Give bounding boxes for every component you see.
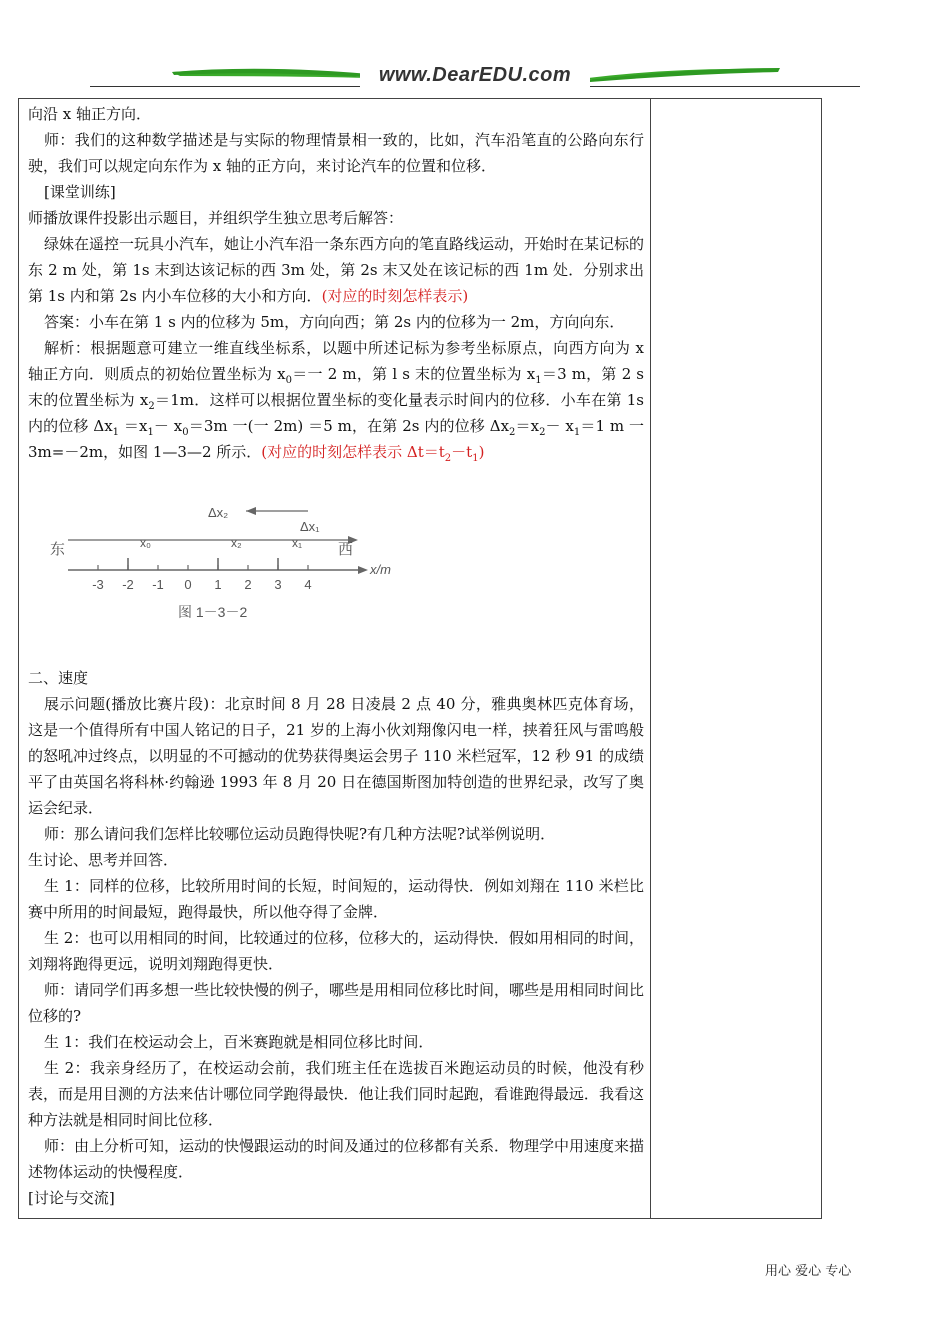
paragraph: 生 1：同样的位移，比较所用时间的长短，时间短的，运动得快．例如刘翔在 110 米栏比赛中所用的时间最短，跑得最快，所以他夺得了金牌． xyxy=(28,877,644,921)
axis-label: x/m xyxy=(370,562,391,577)
lesson-content xyxy=(28,101,644,1211)
axis-ticks xyxy=(92,558,311,592)
problem-text: 绿妹在遥控一玩具小汽车，她让小汽车沿一条东西方向的笔直路线运动，开始时在某记标的东 2 m 处，第 1s 末到达该记标的西 3m 处，第 2s 末又处在该记标的西 1m 处．分别求出第 1s 内和第 2s 内小车位移的大小和方向． xyxy=(28,235,645,305)
paragraph: 生 2：也可以用相同的时间，比较通过的位移，位移大的，运动得快．假如用相同的时间，刘翔将跑得更远，说明刘翔跑得更快． xyxy=(28,929,644,973)
teacher-note: (对应的时刻怎样表示) xyxy=(321,287,469,305)
paragraph: 生 1：我们在校运动会上，百米赛跑就是相同位移比时间． xyxy=(44,1033,434,1051)
paragraph: 师播放课件投影出示题目，并组织学生独立思考后解答： xyxy=(28,209,404,227)
x1-label: x₁ xyxy=(292,536,303,550)
axis-tick-label: -1 xyxy=(152,577,164,592)
analysis: 解析：根据题意可建立一维直线坐标系，以题中所述记标为参考坐标原点，向西方向为 x 轴正方向．则质点的初始位置坐标为 $x_0=$一 2 m，第 l s 末的位置坐标为 $x_1=3$ m，第 2 s 末的位置坐标为 $x_2=1m$．这样可以根据位置坐标的变化量表示时间内的位移．小车在第 1s 内的位移 $\Delta x_1 =x_1- x_0=3m$ 一(一 2m) ＝5 m，在第 2s 内的位移 $\Delta x_2=x_2- x_1=1$ m 一 3m=－2m，如图 1—3—2 所示．(对应的时刻怎样表示 $\Delta t=t_2-t_1$) xyxy=(28,339,645,464)
axis-tick-label: -2 xyxy=(122,577,134,592)
dx1-label: Δx₁ xyxy=(300,519,320,534)
paragraph: 师：由上分析可知，运动的快慢跟运动的时间及通过的位移都有关系．物理学中用速度来描述物体运动的快慢程度． xyxy=(28,1137,645,1181)
table-column-divider xyxy=(650,98,651,1219)
x2-label: x₂ xyxy=(231,536,242,550)
footer-slogan: 用心 爱心 专心 xyxy=(765,1264,852,1279)
figure-1-3-2 xyxy=(28,465,644,665)
paragraph: 生讨论、思考并回答． xyxy=(28,851,179,869)
answer: 答案：小车在第 1 s 内的位移为 5m，方向向西；第 2s 内的位移为一 2m，方向向东． xyxy=(44,313,625,331)
exercise-problem xyxy=(28,231,644,309)
axis-tick-label: 1 xyxy=(214,577,222,592)
figure-caption: 图 1－3－2 xyxy=(178,604,248,620)
axis-tick-label: 3 xyxy=(274,577,282,592)
east-label: 东 xyxy=(50,541,66,558)
paragraph: 生 2：我亲身经历了，在校运动会前，我们班主任在选拔百米跑运动员的时候，他没有秒表，而是用目测的方法来估计哪位同学跑得最快．他让我们同时起跑，看谁跑得最远．我看这种方法就是相同时间比位移． xyxy=(28,1059,644,1129)
paragraph: 向沿 x 轴正方向． xyxy=(28,105,151,123)
paragraph: 师：请同学们再多想一些比较快慢的例子，哪些是用相同位移比时间，哪些是用相同时间比位移的? xyxy=(28,981,645,1025)
axis-tick-label: 0 xyxy=(184,577,192,592)
axis-tick-label: 4 xyxy=(304,577,312,592)
dx2-arrowhead xyxy=(246,507,256,515)
teacher-note: (对应的时刻怎样表示 $\Delta t=t_2-t_1$) xyxy=(261,443,485,464)
dx2-label: Δx₂ xyxy=(208,505,229,520)
section-label: [课堂训练] xyxy=(44,183,116,201)
west-label: 西 xyxy=(338,541,354,558)
axis-tick-label: -3 xyxy=(92,577,104,592)
displacement-diagram xyxy=(48,495,408,625)
axis-tick-label: 2 xyxy=(244,577,252,592)
site-brand[interactable]: www.DearEDU.com xyxy=(360,64,590,87)
section-heading: 二、速度 xyxy=(28,669,89,687)
paragraph: 展示问题(播放比赛片段)：北京时间 8 月 28 日凌晨 2 点 40 分，雅典奥林匹克体育场，这是一个值得所有中国人铭记的日子，21 岁的上海小伙刘翔像闪电一样，挟着狂风与雷鸣般的怒吼冲过终点，以明显的不可撼动的优势获得奥运会男子 110 米栏冠军，12 秒 91 的成绩平了由英国名将科林·约翰逊 1993 年 8 月 20 日在德国斯图加特创造的世界纪录，改写了奥运会纪录． xyxy=(28,695,644,817)
paragraph: 师：我们的这种数学描述是与实际的物理情景相一致的，比如，汽车沿笔直的公路向东行驶，我们可以规定向东作为 x 轴的正方向，来讨论汽车的位置和位移． xyxy=(28,131,644,175)
paragraph: 师：那么请问我们怎样比较哪位运动员跑得快呢?有几种方法呢?试举例说明． xyxy=(44,825,556,843)
x-axis-arrowhead xyxy=(358,566,368,574)
x0-label: x₀ xyxy=(140,536,151,550)
section-label: [讨论与交流] xyxy=(28,1189,115,1207)
